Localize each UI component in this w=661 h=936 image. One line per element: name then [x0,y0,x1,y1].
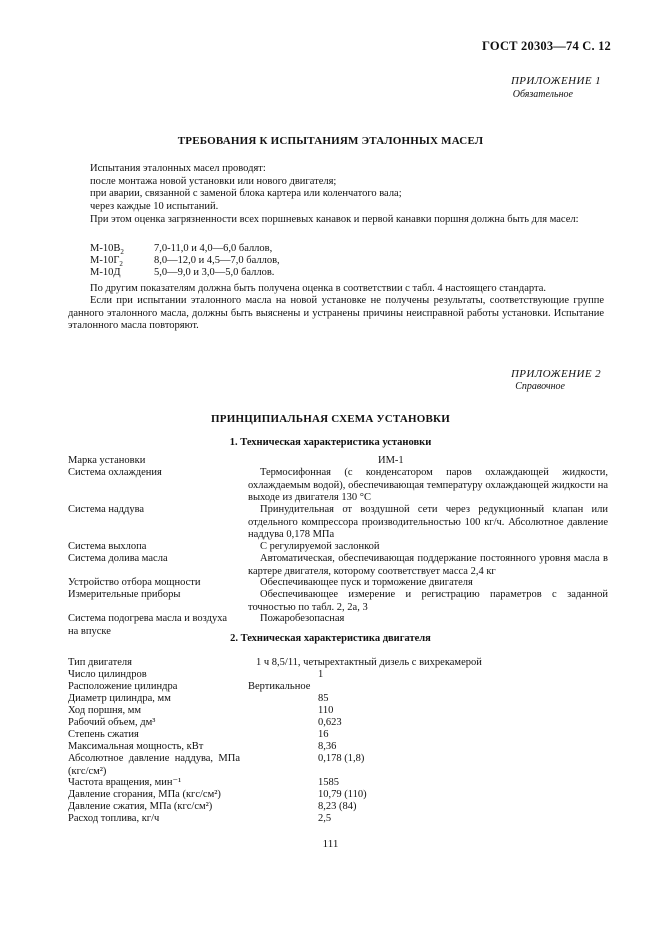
appendix-1-title: ПРИЛОЖЕНИЕ 1 [510,75,601,87]
install-label: Система подогрева масла и воздуха на впуске [68,613,227,637]
oil-name: $М-10Г_2$ [90,255,123,269]
engine-value: 10,79 (110) [318,789,367,800]
oil-value: 7,0-11,0 и 4,0—6,0 баллов, [154,243,273,254]
engine-label: Диаметр цилиндра, мм [68,693,171,704]
engine-value: 2,5 [318,813,332,824]
engine-label: Максимальная мощность, кВт [68,741,204,752]
appendix-1-status: Обязательное [512,89,573,100]
install-label: Система выхлопа [68,541,147,552]
list-line: при аварии, связанной с заменой блока картера или коленчатого вала; [90,188,402,199]
engine-value: Вертикальное [248,681,311,692]
section-1-list [90,163,605,213]
engine-value: 16 [318,729,329,740]
install-label: Система долива масла [68,553,168,564]
install-value: Термосифонная (с конденсатором паров охлаждающей жидкости, охлаждаемым водой), обеспечивающая температуру охлаждающей жидкости на выходе из двигателя 130 °С [248,467,608,503]
engine-label: Ход поршня, мм [68,705,142,716]
standard-header: ГОСТ 20303—74 С. 12 [482,39,611,53]
list-line: через каждые 10 испытаний. [90,200,219,212]
engine-value: 1 [318,669,324,680]
engine-label: Расход топлива, кг/ч [68,813,160,824]
install-value: Автоматическая, обеспечивающая поддержание постоянного уровня масла в картере двигателя, которому соответствует масса 2,4 кг [248,553,608,577]
engine-label: Давление сгорания, МПа (кгс/см²) [68,789,221,800]
section-2-title: ПРИНЦИПИАЛЬНАЯ СХЕМА УСТАНОВКИ [211,413,450,425]
install-label: Система охлаждения [68,467,162,478]
install-value: ИМ-1 [378,455,404,466]
engine-label: Рабочий объем, дм³ [68,717,156,728]
list-line: после монтажа новой установки или нового двигателя; [90,175,337,187]
engine-value: 8,23 (84) [318,801,357,812]
install-value: Обеспечивающее пуск и торможение двигателя [260,577,473,588]
list-line: Испытания эталонных масел проводят: [90,163,266,174]
oil-name: М-10Д [90,267,121,278]
section-1-para-1: По другим показателям должна быть получена оценка в соответствии с табл. 4 настоящего стандарта. [90,283,547,294]
appendix-2-title: ПРИЛОЖЕНИЕ 2 [510,368,601,380]
engine-label: Тип двигателя [68,657,132,668]
section-1-para-2: Если при испытании эталонного масла на новой установке не получены результаты, соответствующие группе данного эталонного масла, должны быть выяснены и устранены причины неисправной работы установки. Испытание эталонного масла повторяют. [68,295,604,331]
oil-value: 8,0—12,0 и 4,5—7,0 баллов, [154,255,280,266]
appendix-2-status: Справочное [515,381,565,392]
engine-value: 0,623 [318,717,342,728]
engine-label: Степень сжатия [68,729,139,740]
section-1-intro: При этом оценка загрязненности всех поршневых канавок и первой канавки поршня должна быть для масел: [90,214,579,225]
engine-value: 1585 [318,777,339,788]
install-value: Обеспечивающее измерение и регистрацию параметров с заданной точностью по табл. 2, 2а, 3 [248,589,608,613]
oil-name: $М-10В_2$ [90,243,124,257]
install-value: С регулируемой заслонкой [260,541,380,552]
engine-label: Давление сжатия, МПа (кгс/см²) [68,801,213,812]
page-number: 111 [322,838,339,850]
install-label: Устройство отбора мощности [68,577,201,588]
install-value: Принудительная от воздушной сети через редукционный клапан или отдельного компрессора производительностью 100 кг/ч. Абсолютное давление наддува 0,178 МПа [248,504,608,540]
install-subtitle: 1. Техническая характеристика установки [229,437,432,448]
oil-value: 5,0—9,0 и 3,0—5,0 баллов. [154,267,275,278]
install-label: Система наддува [68,504,145,515]
install-label: Измерительные приборы [68,589,181,600]
engine-value: 110 [318,705,334,716]
engine-value: 1 ч 8,5/11, четырехтактный дизель с вихрекамерой [256,657,482,668]
engine-value: 8,36 [318,741,337,752]
engine-label: Число цилиндров [68,669,147,680]
engine-label: Абсолютное давление наддува, МПа (кгс/см²) [68,753,240,777]
engine-label: Расположение цилиндра [68,681,178,692]
engine-value: 85 [318,693,329,704]
engine-label: Частота вращения, мин⁻¹ [68,777,182,788]
section-1-title: ТРЕБОВАНИЯ К ИСПЫТАНИЯМ ЭТАЛОННЫХ МАСЕЛ [177,135,484,147]
engine-subtitle: 2. Техническая характеристика двигателя [230,633,431,644]
install-value: Пожаробезопасная [260,613,345,624]
install-label: Марка установки [68,455,146,466]
engine-value: 0,178 (1,8) [318,753,365,764]
